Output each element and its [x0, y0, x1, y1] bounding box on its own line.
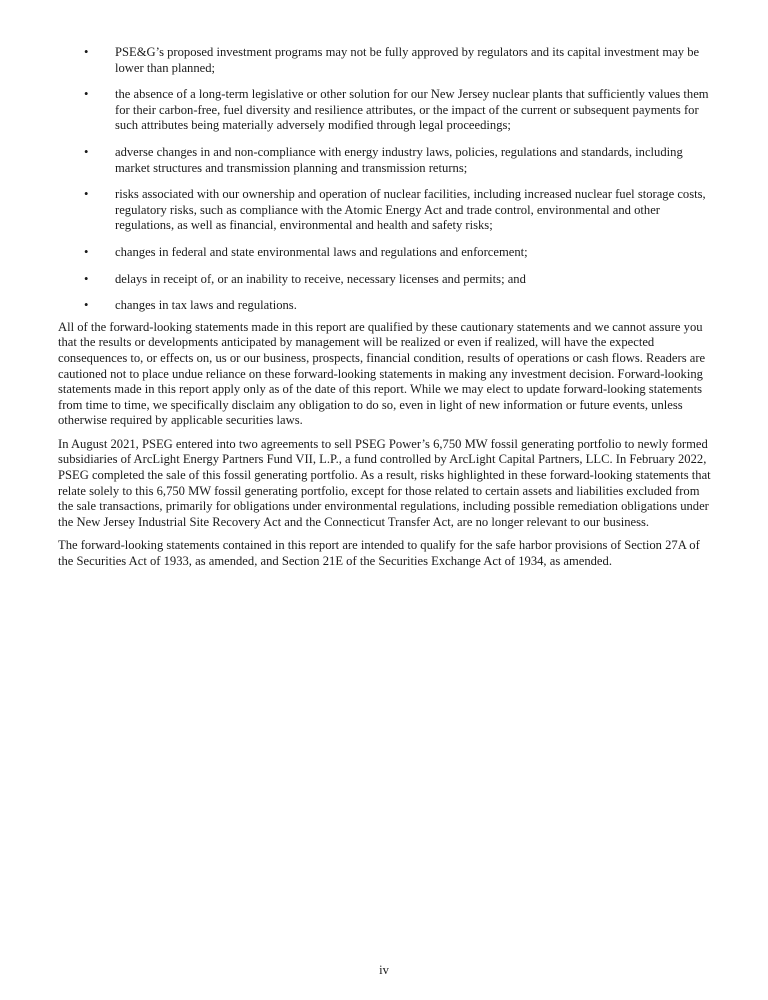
bullet-item	[58, 45, 712, 76]
fossil-sale-paragraph: In August 2021, PSEG entered into two agreements to sell PSEG Power’s 6,750 MW fossil generating portfolio to newly formed subsidiaries of ArcLight Energy Partners Fund VII, L.P., a fund controlled by ArcLight Capital Partners, LLC. In February 2022, PSEG completed the sale of this fossil generating portfolio. As a result, risks highlighted in these forward-looking statements that relate solely to this 6,750 MW fossil generating portfolio, except for those related to certain assets and liabilities excluded from the sale transactions, primarily for obligations under environmental regulations, including possible remediation obligations under the New Jersey Industrial Site Recovery Act and the Connecticut Transfer Act, are no longer relevant to our business.	[58, 436, 711, 529]
bullet-item	[58, 272, 712, 288]
bullet-text: risks associated with our ownership and operation of nuclear facilities, including increased nuclear fuel storage costs, regulatory risks, such as compliance with the Atomic Energy Act and trade control, environmental and other regulations, as well as financial, environmental and health and safety risks;	[115, 187, 706, 233]
bullet-icon: •	[84, 144, 89, 159]
bullet-item	[58, 187, 712, 234]
page-number: iv	[379, 963, 389, 977]
bullet-icon: •	[84, 187, 89, 202]
bullet-icon: •	[84, 244, 89, 259]
bullet-text: changes in tax laws and regulations.	[115, 298, 297, 313]
bullet-text: adverse changes in and non-compliance with energy industry laws, policies, regulations and standards, including market structures and transmission planning and transmission returns;	[115, 144, 683, 175]
bullet-icon: •	[84, 271, 89, 286]
bullet-text: delays in receipt of, or an inability to receive, necessary licenses and permits; and	[115, 271, 526, 286]
bullet-item	[58, 298, 712, 314]
forward-looking-qualification-paragraph: All of the forward-looking statements made in this report are qualified by these cautionary statements and we cannot assure you that the results or developments anticipated by management will be realized or even if realized, will have the expected consequences to, or effects on, us or our business, prospects, financial condition, results of operations or cash flows. Readers are cautioned not to place undue reliance on these forward-looking statements in making any investment decision. Forward-looking statements made in this report apply only as of the date of this report. While we may elect to update forward-looking statements from time to time, we specifically disclaim any obligation to do so, even in light of new information or future events, unless otherwise required by applicable securities laws.	[58, 319, 706, 428]
bullet-item	[58, 145, 712, 176]
bullet-icon: •	[84, 298, 89, 313]
bullet-icon: •	[84, 45, 89, 59]
risk-bullet-list	[58, 45, 712, 314]
bullet-item	[58, 87, 712, 134]
bullet-text: the absence of a long-term legislative or other solution for our New Jersey nuclear plants that sufficiently values them for their carbon-free, fuel diversity and resilience attributes, or the impact of the current or subsequent payments for such attributes being materially adversely modified through legal proceedings;	[115, 87, 709, 133]
bullet-text: changes in federal and state environmental laws and regulations and enforcement;	[115, 244, 528, 259]
safe-harbor-paragraph: The forward-looking statements contained in this report are intended to qualify for the safe harbor provisions of Section 27A of the Securities Act of 1933, as amended, and Section 21E of the Securities Exchange Act of 1934, as amended.	[58, 538, 700, 569]
bullet-icon: •	[84, 87, 89, 102]
bullet-text: PSE&G’s proposed investment programs may not be fully approved by regulators and its capital investment may be lower than planned;	[115, 45, 700, 75]
document-body	[58, 45, 712, 578]
bullet-item	[58, 245, 712, 261]
